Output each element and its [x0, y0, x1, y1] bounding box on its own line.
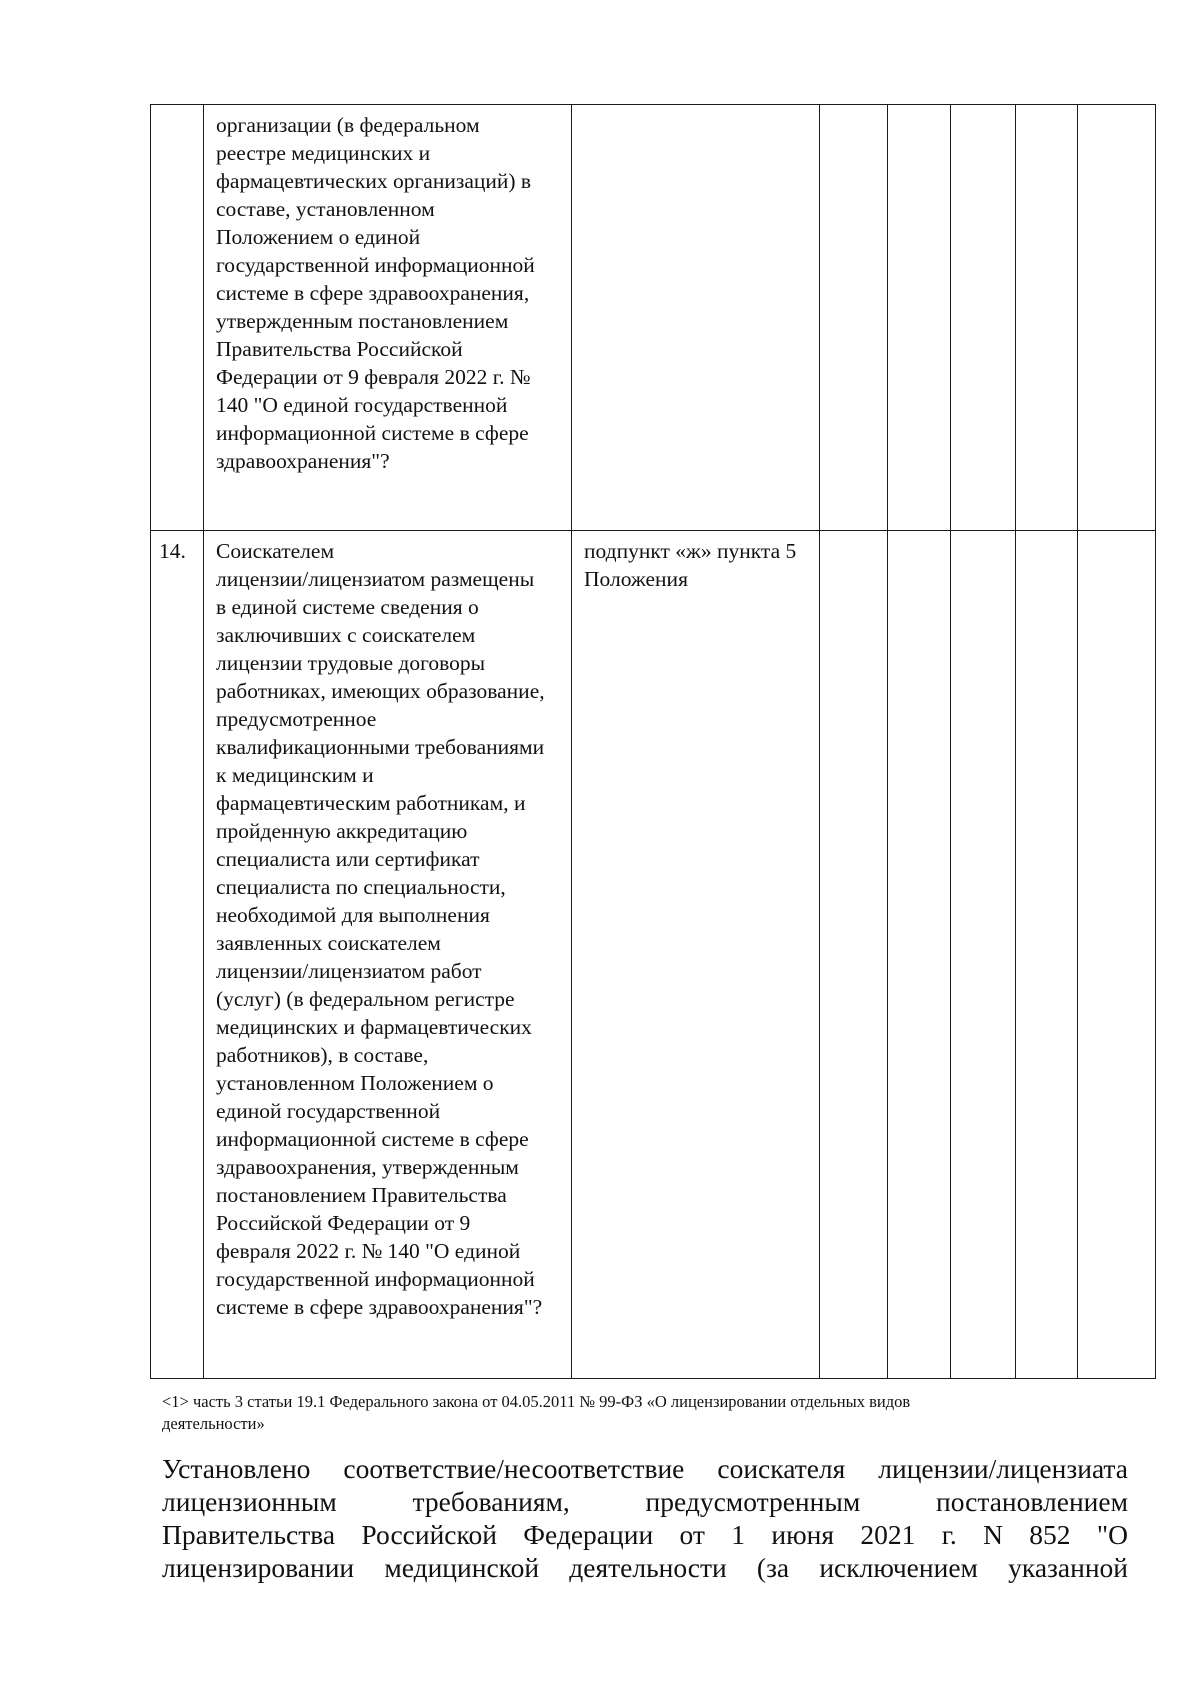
answer-cell-na [951, 105, 1016, 531]
conclusion-line: лицензировании медицинской деятельности (за исключением указанной [162, 1552, 1128, 1583]
answer-cell-yes [820, 531, 888, 1379]
answer-cell-na [951, 531, 1016, 1379]
reference-text [572, 105, 819, 111]
reference-cell [572, 531, 820, 1379]
conclusion-line: Правительства Российской Федерации от 1 июня 2021 г. N 852 "О [162, 1519, 1128, 1550]
conclusion-line: Установлено соответствие/несоответствие соискателя лицензии/лицензиата [162, 1453, 1128, 1484]
question-text: организации (в федеральном реестре медицинских и фармацевтических организаций) в составе, установленном Положением о единой государственной информационной системе в сфере здравоохранения, утвержденным постановлением Правительства Российской Федерации от 9 февраля 2022 г. № 140 "О единой государственной информационной системе в сфере здравоохранения"? [216, 113, 535, 473]
question-cell [204, 531, 572, 1379]
row-number [151, 105, 203, 111]
answer-cell-extra [1016, 531, 1078, 1379]
reference-cell [572, 105, 820, 531]
conclusion-paragraph [162, 1452, 1128, 1584]
answer-cell-note [1078, 531, 1156, 1379]
question-text: Соискателем лицензии/лицензиатом размещены в единой системе сведения о заключивших с соискателем лицензии трудовые договоры работниках, имеющих образование, предусмотренное квалификационными требованиями к медицинским и фармацевтическим работникам, и пройденную аккредитацию специалиста или сертификат специалиста по специальности, необходимой для выполнения заявленных соискателем лицензии/лицензиатом работ (услуг) (в федеральном регистре медицинских и фармацевтических работников), в составе, установленном Положением о единой государственной информационной системе в сфере здравоохранения, утвержденным постановлением Правительства Российской Федерации от 9 февраля 2022 г. № 140 "О единой государственной информационной системе в сфере здравоохранения"? [216, 539, 545, 1319]
answer-cell-no [888, 105, 951, 531]
answer-cell-note [1078, 105, 1156, 531]
answer-cell-extra [1016, 105, 1078, 531]
row-number-cell [151, 105, 204, 531]
table-row [151, 105, 1156, 531]
checklist-table [150, 104, 1156, 1379]
answer-cell-no [888, 531, 951, 1379]
footnote: <1> часть 3 статьи 19.1 Федерального закона от 04.05.2011 № 99-ФЗ «О лицензировании отдельных видов деятельности» [162, 1392, 911, 1433]
reference-text: подпункт «ж» пункта 5 Положения [584, 539, 797, 591]
row-number-cell [151, 531, 204, 1379]
conclusion-line: лицензионным требованиям, предусмотренным постановлением [162, 1486, 1128, 1517]
table-row [151, 531, 1156, 1379]
question-cell [204, 105, 572, 531]
answer-cell-yes [820, 105, 888, 531]
row-number: 14. [159, 539, 186, 563]
